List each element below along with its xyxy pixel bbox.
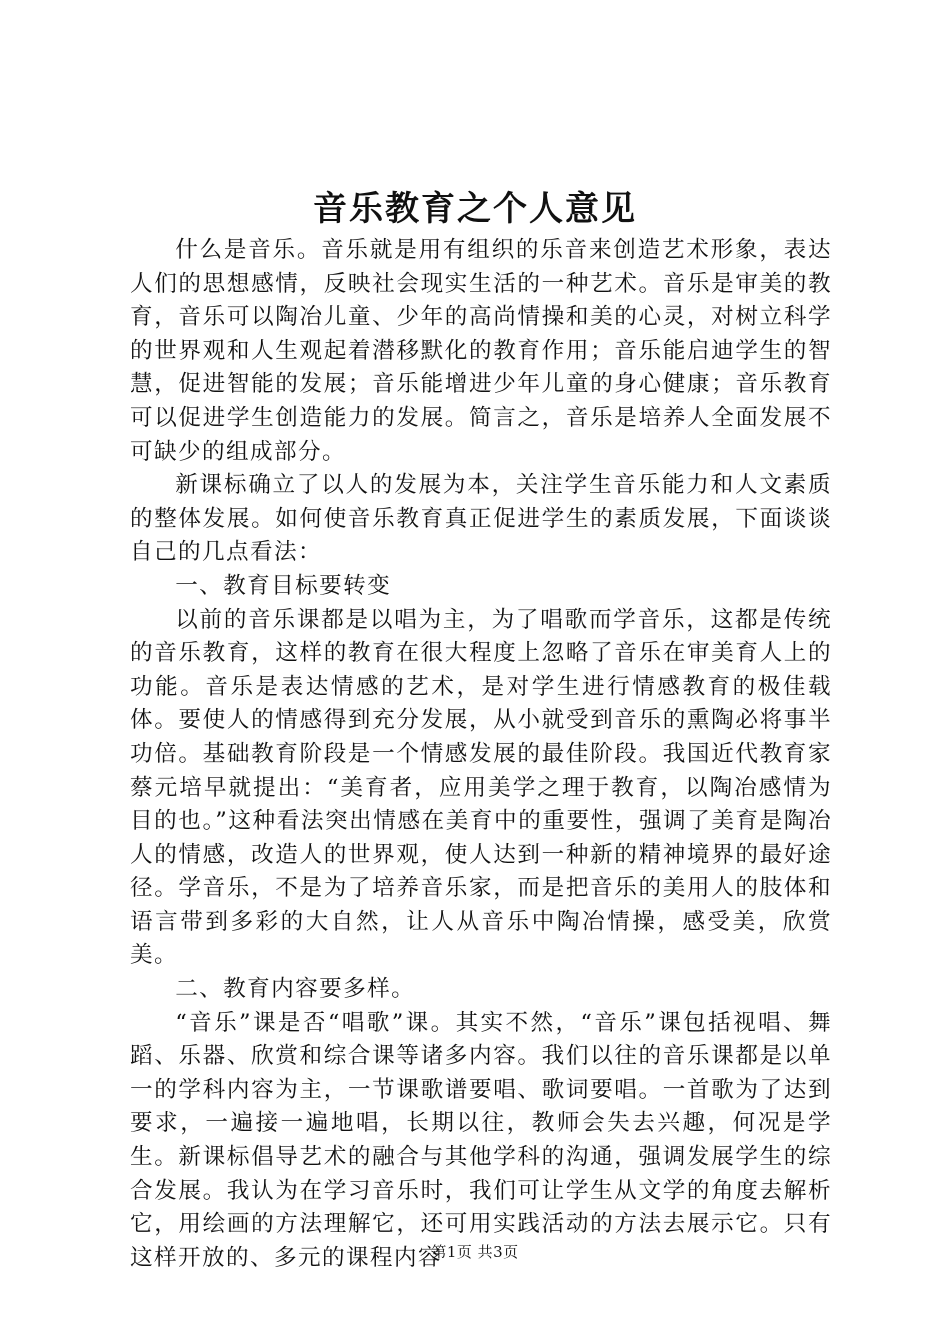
section-heading-2: 二、教育内容要多样。 — [175, 976, 416, 1003]
paragraph-new-curriculum: 新课标确立了以人的发展为本，关注学生音乐能力和人文素质的整体发展。如何使音乐教育真正促进学生的素质发展，下面谈谈自己的几点看法： — [130, 472, 832, 566]
paragraph-section-2: “音乐”课是否“唱歌”课。其实不然，“音乐”课包括视唱、舞蹈、乐器、欣赏和综合课等诸多内容。我们以往的音乐课都是以单一的学科内容为主，一节课歌谱要唱、歌词要唱。一首歌为了达到要求，一遍接一遍地唱，长期以往，教师会失去兴趣，何况是学生。新课标倡导艺术的融合与其他学科的沟通，强调发展学生的综合发展。我认为在学习音乐时，我们可让学生从文学的角度去解析它，用绘画的方法理解它，还可用实践活动的方法去展示它。只有这样开放的、多元的课程内容 — [130, 1009, 832, 1271]
document-title: 音乐教育之个人意见 — [313, 189, 637, 229]
page-footer: 第1页 共3页 — [431, 1243, 519, 1261]
document-body — [130, 234, 832, 1275]
paragraph-intro: 什么是音乐。音乐就是用有组织的乐音来创造艺术形象，表达人们的思想感情，反映社会现实生活的一种艺术。音乐是审美的教育，音乐可以陶冶儿童、少年的高尚情操和美的心灵，对树立科学的世界观和人生观起着潜移默化的教育作用；音乐能启迪学生的智慧，促进智能的发展；音乐能增进少年儿童的身心健康；音乐教育可以促进学生创造能力的发展。简言之，音乐是培养人全面发展不可缺少的组成部分。 — [130, 237, 832, 465]
section-heading-1: 一、教育目标要转变 — [175, 572, 392, 599]
paragraph-section-1: 以前的音乐课都是以唱为主，为了唱歌而学音乐，这都是传统的音乐教育，这样的教育在很大程度上忽略了音乐在审美育人上的功能。音乐是表达情感的艺术，是对学生进行情感教育的极佳载体。要使人的情感得到充分发展，从小就受到音乐的熏陶必将事半功倍。基础教育阶段是一个情感发展的最佳阶段。我国近代教育家蔡元培早就提出：“美育者，应用美学之理于教育，以陶冶感情为目的也。”这种看法突出情感在美育中的重要性，强调了美育是陶冶人的情感，改造人的世界观，使人达到一种新的精神境界的最好途径。学音乐，不是为了培养音乐家，而是把音乐的美用人的肢体和语言带到多彩的大自然，让人从音乐中陶冶情操，感受美，欣赏美。 — [130, 606, 832, 969]
